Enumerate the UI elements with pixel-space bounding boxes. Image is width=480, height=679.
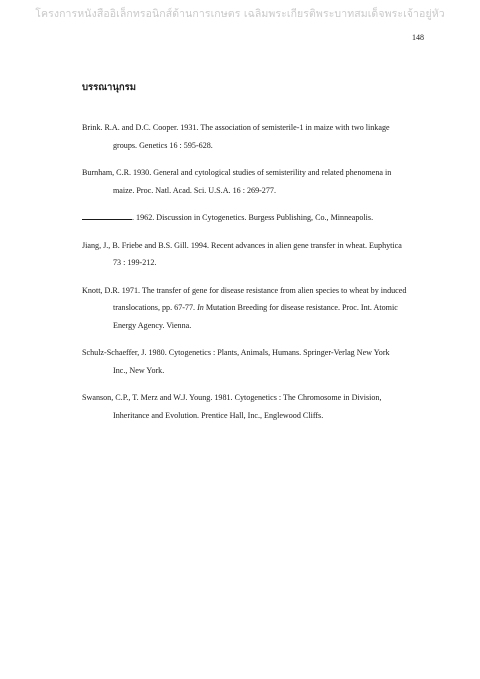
reference-item xyxy=(82,344,424,379)
reference-line: Inc., New York. xyxy=(113,365,165,375)
reference-item xyxy=(82,119,424,154)
reference-line xyxy=(82,209,424,227)
reference-text: Mutation Breeding for disease resistance. Proc. Int. Atomic xyxy=(203,303,398,312)
bibliography-heading: บรรณานุกรม xyxy=(82,83,136,93)
reference-line: Burnham, C.R. 1930. General and cytological studies of semisterility and related phenomena in xyxy=(82,168,392,177)
reference-line: Jiang, J., B. Friebe and B.S. Gill. 1994. Recent advances in alien gene transfer in wheat. Euphytica xyxy=(82,240,402,250)
reference-line: Energy Agency. Vienna. xyxy=(113,320,192,330)
reference-item xyxy=(82,164,424,199)
reference-line: Swanson, C.P., T. Merz and W.J. Young. 1981. Cytogenetics : The Chromosome in Division, xyxy=(82,393,382,402)
page-number: 148 xyxy=(412,33,424,42)
reference-line: maize. Proc. Natl. Acad. Sci. U.S.A. 16 : 269-277. xyxy=(113,185,276,195)
reference-item xyxy=(82,282,424,335)
italic-in: In xyxy=(197,303,204,312)
reference-line xyxy=(82,299,424,317)
reference-item xyxy=(82,389,424,424)
reference-line: Knott, D.R. 1971. The transfer of gene for disease resistance from alien species to wheat by induced xyxy=(82,285,407,295)
reference-text: . 1962. Discussion in Cytogenetics. Burgess Publishing, Co., Minneapolis. xyxy=(132,213,374,222)
watermark-text: โครงการหนังสืออิเล็กทรอนิกส์ด้านการเกษตร เฉลิมพระเกียรติพระบาทสมเด็จพระเจ้าอยู่หัว xyxy=(35,8,445,20)
reference-line: Brink. R.A. and D.C. Cooper. 1931. The association of semisterile-1 in maize with two linkage xyxy=(82,123,390,132)
reference-line: groups. Genetics 16 : 595-628. xyxy=(113,140,213,150)
reference-line: Schulz-Schaeffer, J. 1980. Cytogenetics : Plants, Animals, Humans. Springer-Verlag New York xyxy=(82,348,390,357)
reference-item xyxy=(82,237,424,272)
reference-item xyxy=(82,209,424,227)
repeated-author-rule xyxy=(82,212,132,220)
reference-text: translocations, pp. 67-77. xyxy=(113,303,198,312)
reference-list xyxy=(82,119,424,434)
reference-line: 73 : 199-212. xyxy=(113,258,157,267)
reference-line: Inheritance and Evolution. Prentice Hall, Inc., Englewood Cliffs. xyxy=(113,410,324,420)
